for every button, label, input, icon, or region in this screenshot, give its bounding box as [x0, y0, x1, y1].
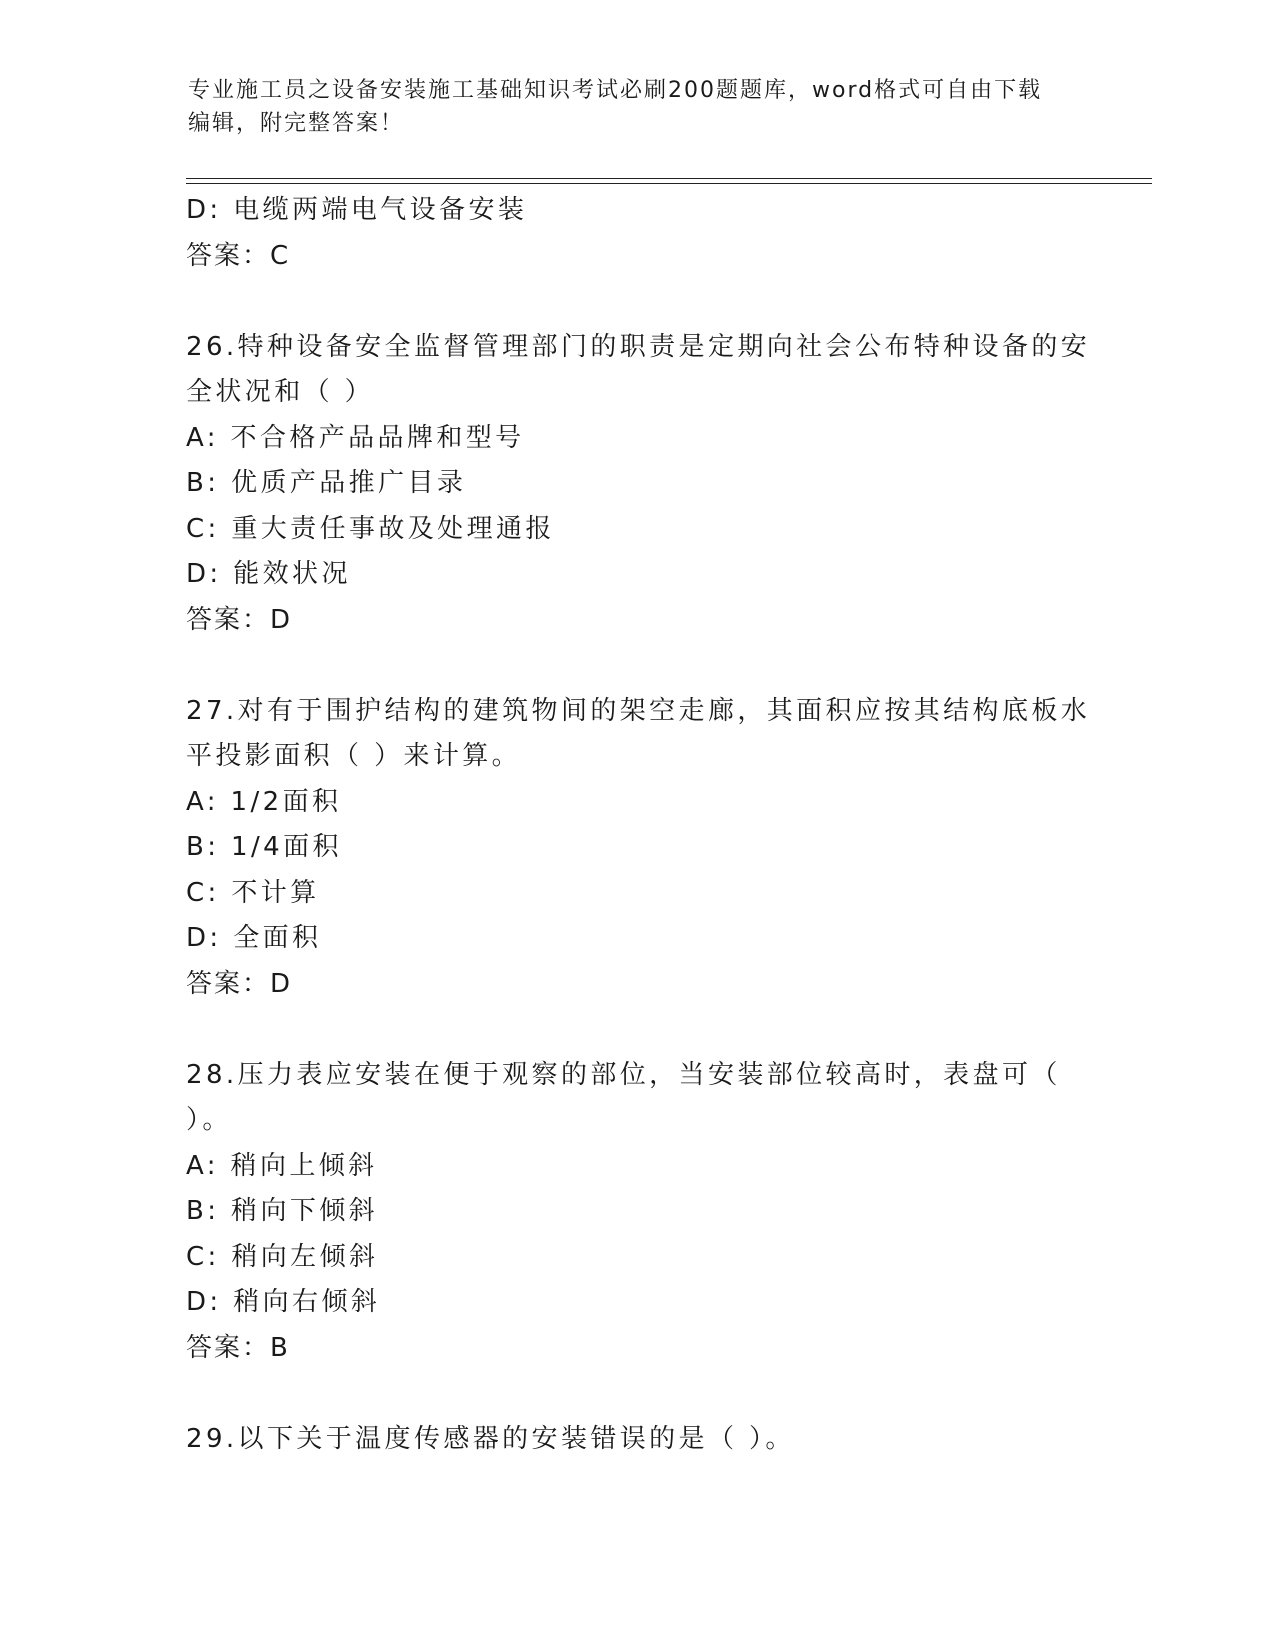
header-line-1: 专业施工员之设备安装施工基础知识考试必刷200题题库，word格式可自由下载 [188, 78, 1043, 103]
question-27 [186, 689, 1091, 1008]
spacer [186, 1007, 1086, 1053]
header-line-2: 编辑，附完整答案！ [188, 111, 405, 136]
question-28 [186, 1053, 1086, 1372]
header-divider-top [186, 178, 1152, 179]
document-header [188, 74, 1088, 140]
option-b: B: 稍向下倾斜 [186, 1196, 379, 1226]
answer: 答案：B [186, 1332, 290, 1363]
option-c: C: 不计算 [186, 877, 320, 908]
option-b: B: 优质产品推广目录 [186, 468, 467, 498]
spacer [186, 1371, 1086, 1417]
option-c: C: 重大责任事故及处理通报 [186, 513, 555, 544]
question-29 [186, 1417, 1086, 1463]
question-stem-line: ）。 [186, 1105, 232, 1135]
option-b: B: 1/4面积 [186, 832, 342, 862]
question-stem-line: 全状况和（ ） [186, 377, 375, 407]
question-stem-line: 27.对有于围护结构的建筑物间的架空走廊，其面积应按其结构底板水 [186, 695, 1091, 726]
question-stem-line: 29.以下关于温度传感器的安装错误的是（ ）。 [186, 1423, 795, 1454]
option-a: A: 1/2面积 [186, 786, 342, 817]
option-a: A: 不合格产品品牌和型号 [186, 422, 525, 453]
question-stem-line: 平投影面积（ ）来计算。 [186, 741, 522, 771]
option-d: D: 稍向右倾斜 [186, 1287, 381, 1317]
option-d: D: 能效状况 [186, 559, 351, 589]
option-c: C: 稍向左倾斜 [186, 1241, 379, 1272]
answer: 答案：D [186, 604, 293, 635]
question-stem-line: 26.特种设备安全监督管理部门的职责是定期向社会公布特种设备的安 [186, 331, 1091, 362]
answer: 答案：D [186, 968, 293, 999]
previous-answer: 答案：C [186, 240, 291, 271]
spacer [186, 643, 1086, 689]
option-a: A: 稍向上倾斜 [186, 1150, 378, 1181]
option-d: D: 全面积 [186, 923, 322, 953]
question-body [186, 188, 1091, 1462]
spacer [186, 279, 1086, 325]
header-divider-bottom [186, 183, 1152, 184]
previous-option-d: D: 电缆两端电气设备安装 [186, 195, 528, 225]
question-stem-line: 28.压力表应安装在便于观察的部位，当安装部位较高时，表盘可（ [186, 1059, 1061, 1090]
question-26 [186, 325, 1091, 644]
